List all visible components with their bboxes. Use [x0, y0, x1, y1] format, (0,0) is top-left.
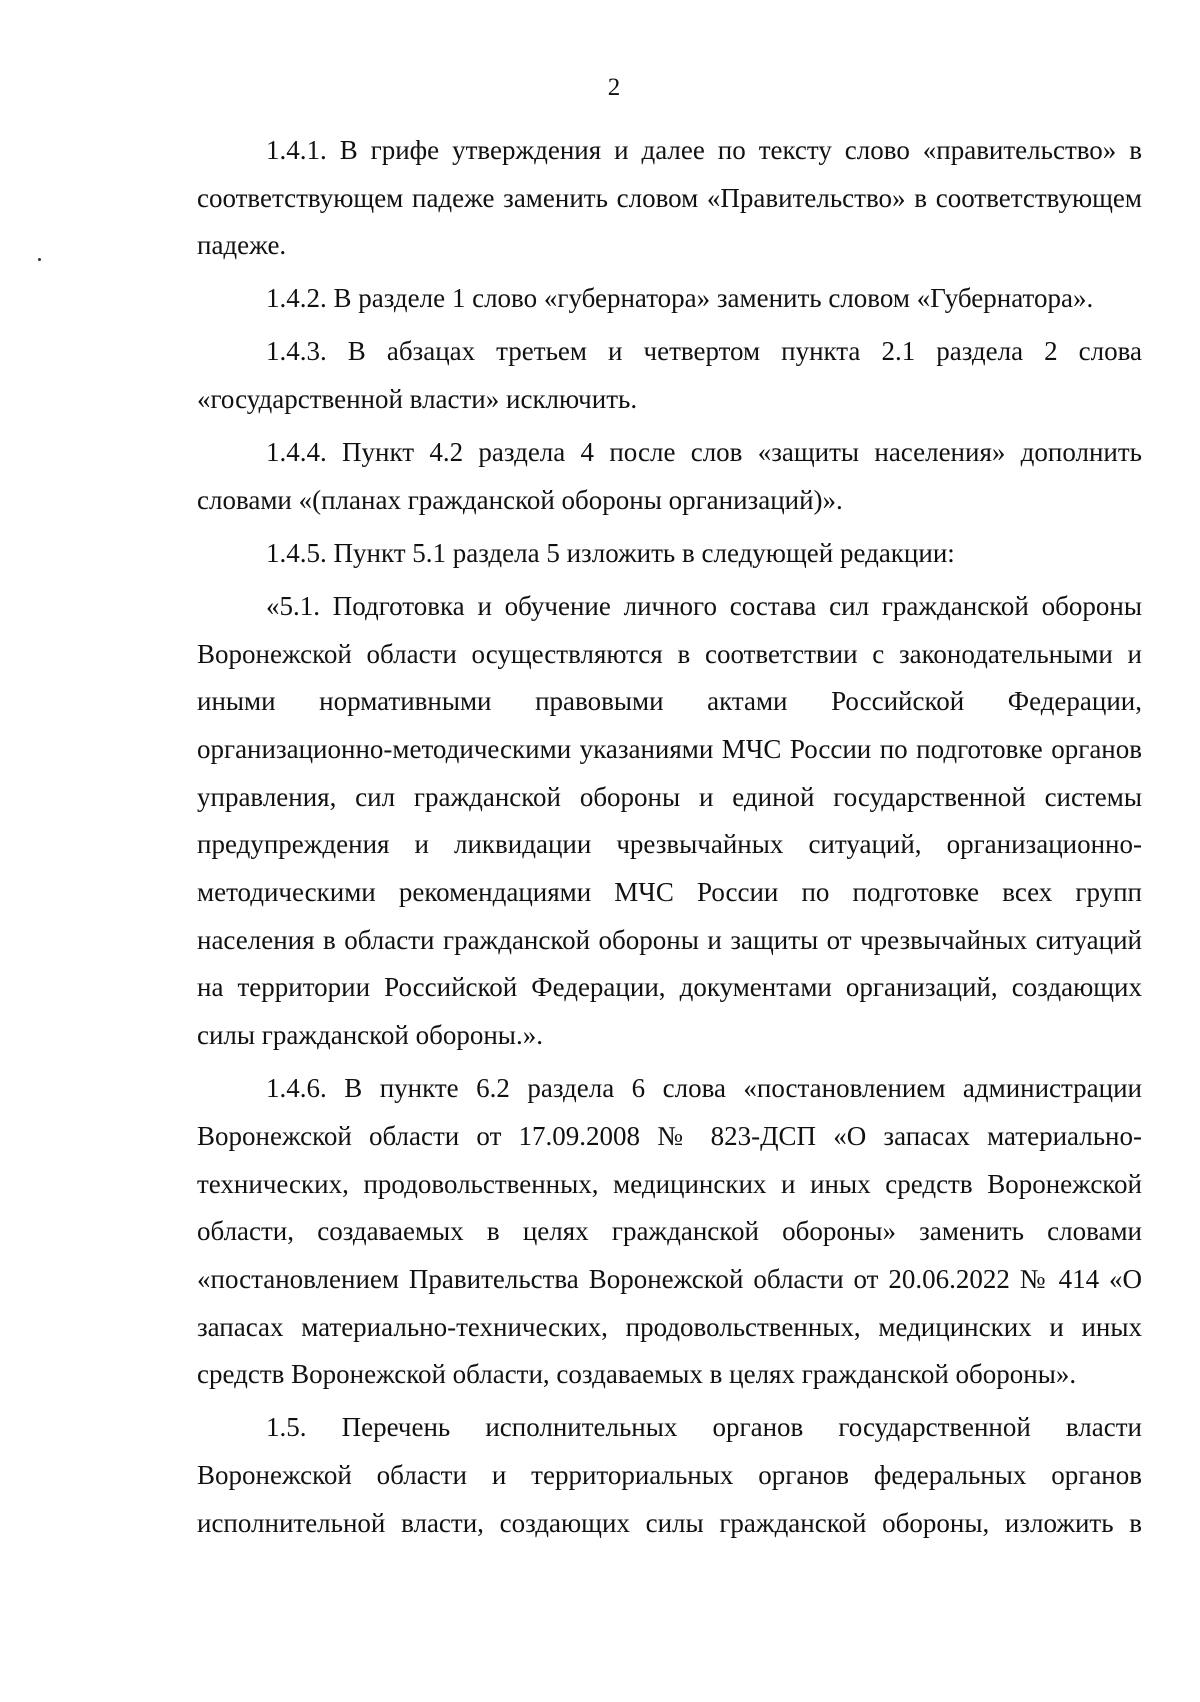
- paragraph-1-4-6: 1.4.6. В пункте 6.2 раздела 6 слова «постановлением администрации Воронежской области от 17.09.2008 № 823-ДСП «О запасах материально-технических, продовольственных, медицинских и иных средств Воронежской области, создаваемых в целях гражданской обороны» заменить словами «постановлением Правительства Воронежской области от 20.06.2022 № 414 «О запасах материально-технических, продовольственных, медицинских и иных средств Воронежской области, создаваемых в целях гражданской обороны».: [197, 1073, 1142, 1390]
- paragraph-5-1-quote: «5.1. Подготовка и обучение личного состава сил гражданской обороны Воронежской области осуществляются в соответствии с законодательными и иными нормативными правовыми актами Российской Федерации, организационно-методическими указаниями МЧС России по подготовке органов управления, сил гражданской обороны и единой государственной системы предупреждения и ликвидации чрезвычайных ситуаций, организационно-методическими рекомендациями МЧС России по подготовке всех групп населения в области гражданской обороны и защиты от чрезвычайных ситуаций на территории Российской Федерации, документами организаций, создающих силы гражданской обороны.».: [197, 590, 1142, 1051]
- paragraph-1-4-1: 1.4.1. В грифе утверждения и далее по тексту слово «правительство» в соответствующем падеже заменить словом «Правительство» в соответствующем падеже.: [197, 135, 1142, 261]
- paragraph-1-4-2: 1.4.2. В разделе 1 слово «губернатора» заменить словом «Губернатора».: [266, 283, 1094, 314]
- document-body: [197, 127, 1142, 1553]
- paragraph-1-4-5: 1.4.5. Пункт 5.1 раздела 5 изложить в следующей редакции:: [266, 537, 955, 568]
- paragraph-1-5: 1.5. Перечень исполнительных органов государственной власти Воронежской области и территориальных органов федеральных органов исполнительной власти, создающих силы гражданской обороны, изложить в: [197, 1412, 1142, 1538]
- paragraph-1-4-4: 1.4.4. Пункт 4.2 раздела 4 после слов «защиты населения» дополнить словами «(планах гражданской обороны организаций)».: [197, 437, 1142, 515]
- page-number: 2: [607, 74, 621, 101]
- scan-speck: [38, 258, 41, 261]
- paragraph-1-4-3: 1.4.3. В абзацах третьем и четвертом пункта 2.1 раздела 2 слова «государственной власти» исключить.: [197, 336, 1142, 415]
